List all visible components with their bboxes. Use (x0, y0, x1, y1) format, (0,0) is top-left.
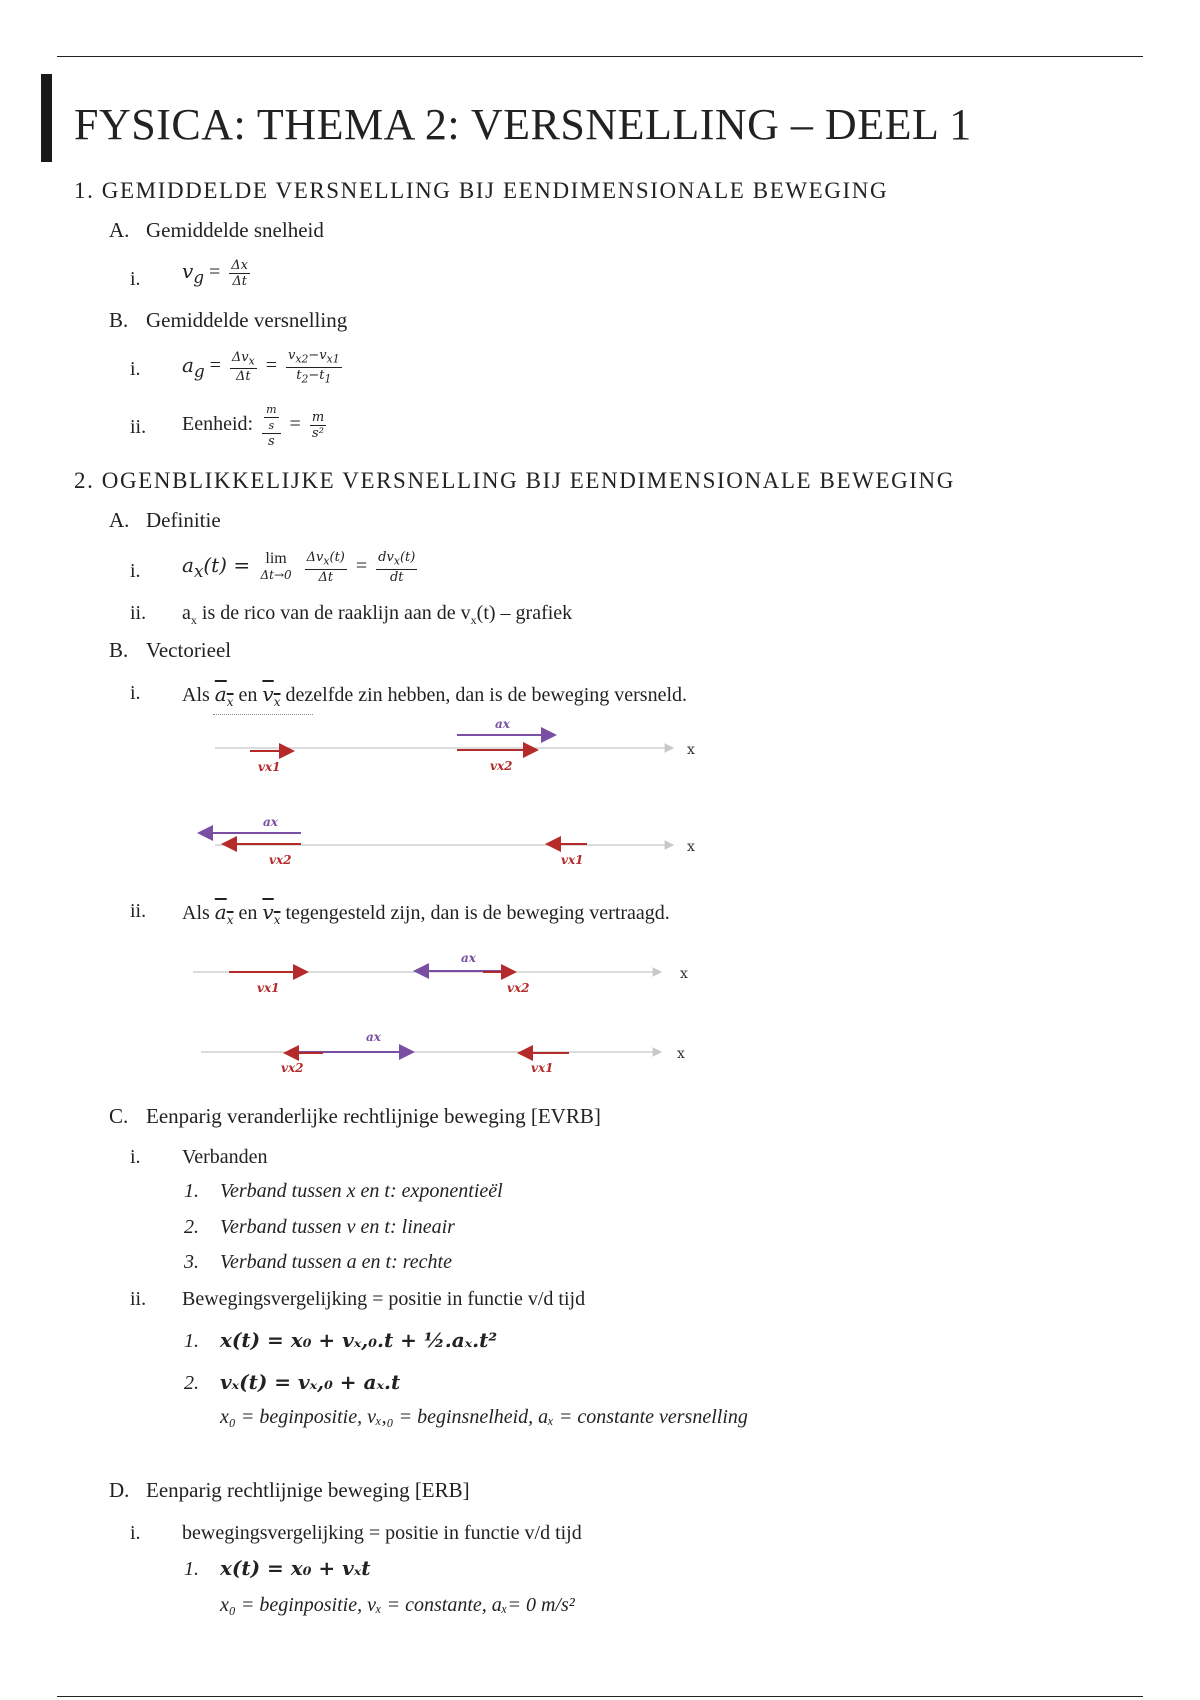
evrb-eq-1-num: 1. (184, 1330, 199, 1352)
section-2-a-label: A. (109, 508, 130, 532)
vx1-label-4: vx1 (531, 1061, 554, 1075)
section-1-a-title: Gemiddelde snelheid (146, 218, 324, 242)
diagram-accelerated (185, 712, 725, 887)
erb-note: x₀ = beginpositie, vₓ = constante, aₓ= 0 m/s² (220, 1594, 575, 1616)
section-2-c-ii-label: ii. (130, 1288, 147, 1310)
ax-label-1: ax (495, 717, 510, 731)
section-2-c-i-label: i. (130, 1146, 141, 1168)
evrb-note: x₀ = beginpositie, vₓ,₀ = beginsnelheid, aₓ = constante versnelling (220, 1406, 748, 1428)
verband-2-text: Verband tussen v en t: lineair (220, 1216, 455, 1238)
evrb-position-equation: x(t) = x₀ + vₓ,₀.t + ½.aₓ.t² (220, 1328, 498, 1352)
section-1-b-i-label: i. (130, 358, 141, 380)
vx2-label-3: vx2 (507, 981, 530, 995)
section-2-c-label: C. (109, 1104, 129, 1128)
verband-3-text: Verband tussen a en t: rechte (220, 1251, 452, 1273)
ax-label-2: ax (263, 815, 278, 829)
formula-instant-acceleration: $a_x(t) = \lim$ Δt→0 $\frac{\Delta v_x(t)}{\Delta t}$ = $\frac{dv_x(t)}{dt}$ (182, 550, 416, 585)
verband-1-text: Verband tussen x en t: exponentieël (220, 1180, 503, 1202)
evrb-velocity-equation: vₓ(t) = vₓ,₀ + aₓ.t (220, 1370, 401, 1394)
vx1-label-2: vx1 (561, 853, 584, 867)
vx2-label-4: vx2 (281, 1061, 304, 1075)
section-1-b-ii-label: ii. (130, 416, 147, 438)
section-2-b-label: B. (109, 638, 129, 662)
vx1-label-1: vx1 (258, 760, 281, 774)
evrb-eq-2-num: 2. (184, 1372, 199, 1394)
section-2-a-i-label: i. (130, 560, 141, 582)
title-accent-bar (41, 74, 52, 162)
erb-bewegingsvergelijking-title: bewegingsvergelijking = positie in functie v/d tijd (182, 1522, 582, 1544)
rico-statement: $a_x$ is de rico van de raaklijn aan de $v_x(t)$ – grafiek (182, 602, 573, 627)
erb-position-equation: x(t) = x₀ + vₓt (220, 1556, 371, 1580)
axis-label-3: x (680, 966, 688, 982)
section-2-d-i-label: i. (130, 1522, 141, 1544)
section-1-b-title: Gemiddelde versnelling (146, 308, 348, 332)
page-title: FYSICA: THEMA 2: VERSNELLING – DEEL 1 (74, 100, 972, 149)
section-2-d-title: Eenparig rechtlijnige beweging [ERB] (146, 1478, 470, 1502)
formula-average-acceleration: $a_g$ = $\frac{\Delta v_x}{\Delta t}$ = $\frac{v_{x2}-v_{x1}}{t_2-t_1}$ (182, 348, 340, 386)
section-2-heading: 2. OGENBLIKKELIJKE VERSNELLING BIJ EENDIMENSIONALE BEWEGING (74, 468, 955, 493)
section-2-a-ii-label: ii. (130, 602, 147, 624)
section-2-a-title: Definitie (146, 508, 221, 532)
section-1-a-label: A. (109, 218, 130, 242)
vx1-label-3: vx1 (257, 981, 280, 995)
section-2-c-title: Eenparig veranderlijke rechtlijnige beweging [EVRB] (146, 1104, 601, 1128)
axis-label-4: x (677, 1046, 685, 1062)
section-1-a-i-label: i. (130, 268, 141, 290)
erb-eq-1-num: 1. (184, 1558, 199, 1580)
section-2-b-title: Vectorieel (146, 638, 232, 662)
ax-label-3: ax (461, 951, 476, 965)
verbanden-title: Verbanden (182, 1146, 268, 1168)
verband-2-num: 2. (184, 1216, 199, 1238)
verband-1-num: 1. (184, 1180, 199, 1202)
same-direction-statement: Als $a_x$ en $v_x$ dezelfde zin hebben, dan is de beweging versneld. (182, 682, 688, 709)
axis-label-2: x (687, 839, 695, 855)
opposite-direction-statement: Als $a_x$ en $v_x$ tegengesteld zijn, dan is de beweging vertraagd. (182, 900, 670, 927)
axis-label-1: x (687, 742, 695, 758)
section-2-b-ii-label: ii. (130, 900, 147, 922)
bottom-rule (57, 1696, 1143, 1697)
top-rule (57, 56, 1143, 57)
ax-label-4: ax (366, 1030, 381, 1044)
section-2-d-label: D. (109, 1478, 130, 1502)
formula-average-velocity: $v_g$ = $\frac{\Delta x}{\Delta t}$ (182, 258, 248, 289)
bewegingsvergelijking-title: Bewegingsvergelijking = positie in functie v/d tijd (182, 1288, 586, 1310)
diagram-decelerated (185, 942, 725, 1097)
vx2-label-1: vx2 (490, 759, 513, 773)
vx2-label-2: vx2 (269, 853, 292, 867)
section-1-heading: 1. GEMIDDELDE VERSNELLING BIJ EENDIMENSIONALE BEWEGING (74, 178, 889, 203)
section-1-b-label: B. (109, 308, 129, 332)
section-2-b-i-label: i. (130, 682, 141, 704)
unit-formula: Eenheid: $\frac{\frac{m}{s}}{s}$ = $\frac{m}{\text{s²}}$ (182, 403, 325, 449)
verband-3-num: 3. (184, 1251, 199, 1273)
